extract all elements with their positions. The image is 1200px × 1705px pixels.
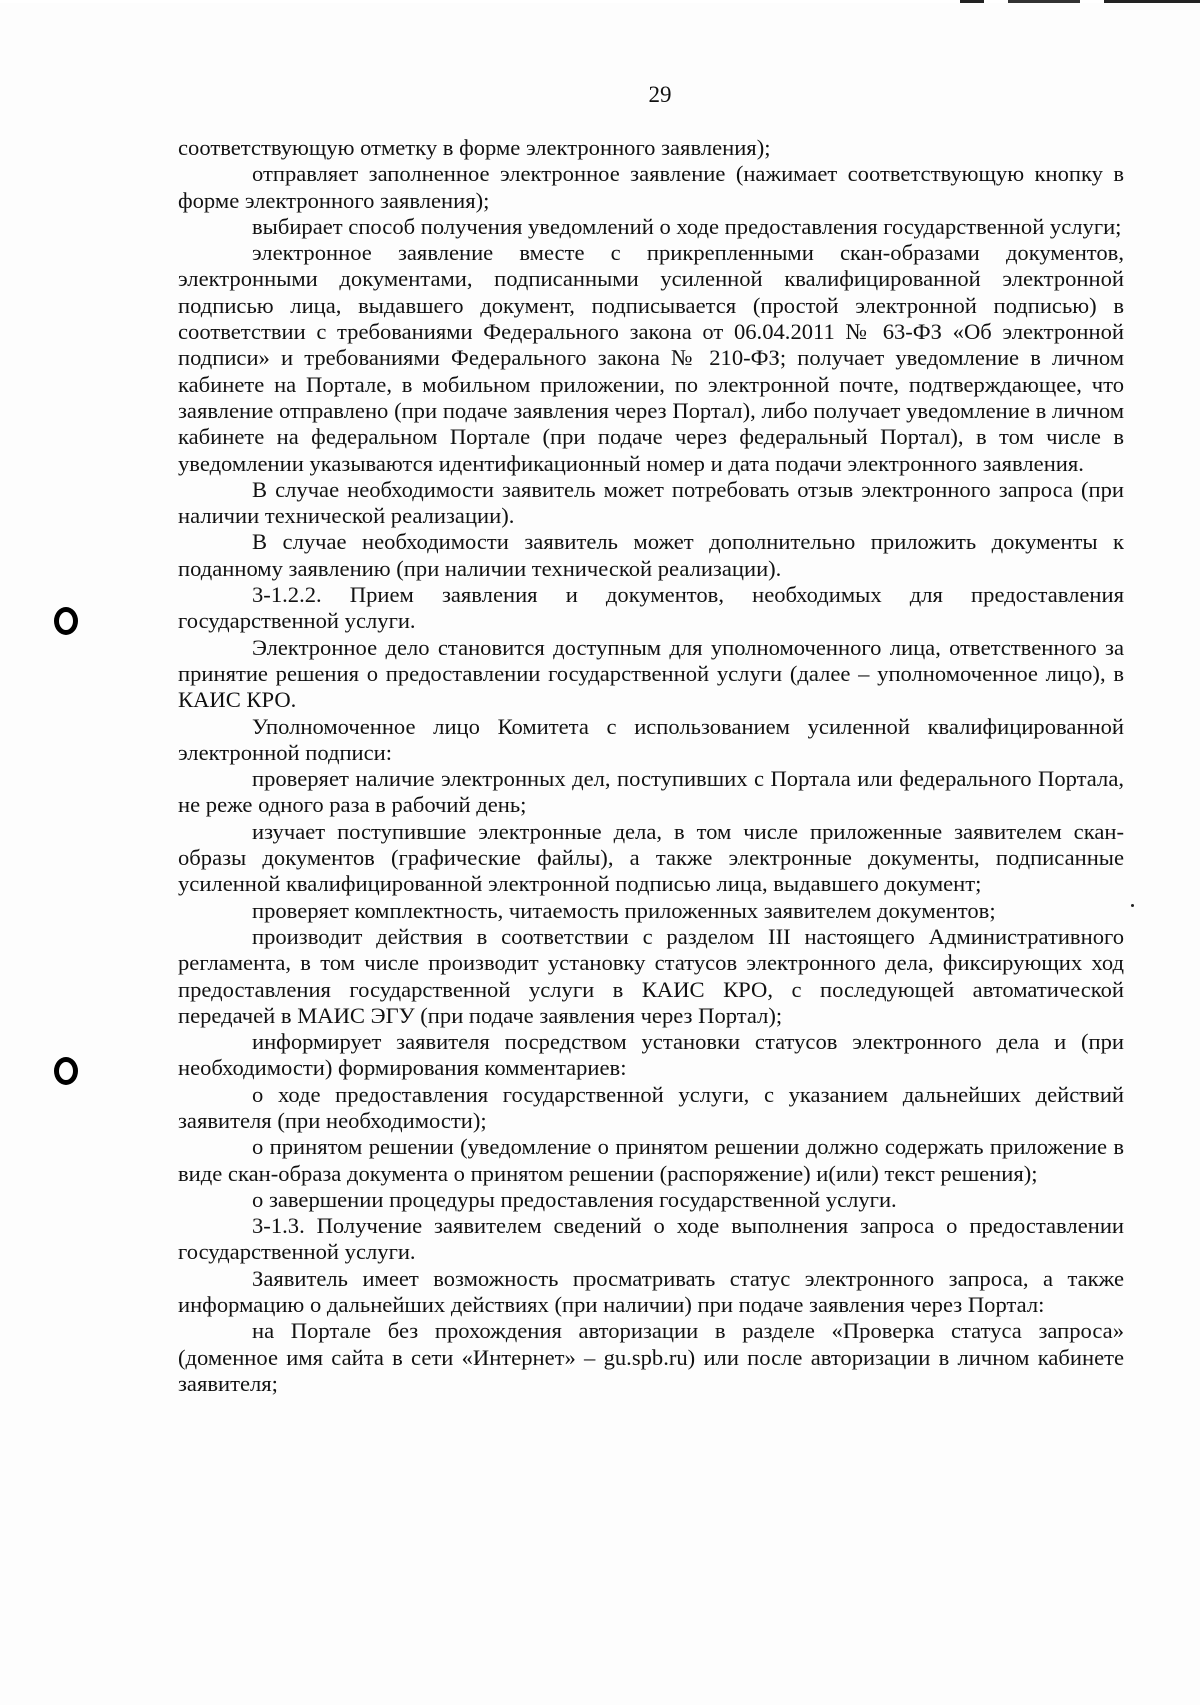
paragraph: В случае необходимости заявитель может потребовать отзыв электронного запроса (при наличии технической реализации). [178,476,1124,529]
paragraph: Заявитель имеет возможность просматривать статус электронного запроса, а также информацию о дальнейших действиях (при наличии) при подаче заявления через Портал: [178,1265,1124,1318]
page-number: 29 [648,82,672,107]
paragraph: Уполномоченное лицо Комитета с использованием усиленной квалифицированной электронной подписи: [178,713,1124,765]
paragraph: электронное заявление вместе с прикрепленными скан-образами документов, электронными документами, подписанными усиленной квалифицированной электронной подписью лица, выдавшего документ, подписывается (простой электронной подписью) в соответствии с требованиями Федерального закона от 06.04.2011 № 63-ФЗ «Об электронной подписи» и требованиями Федерального закона № 210-ФЗ; получает уведомление в личном кабинете на Портале, в мобильном приложении, по электронной почте, подтверждающее, что заявление отправлено (при подаче заявления через Портал), либо получает уведомление в личном кабинете на федеральном Портале (при подаче через федеральный Портал), в том числе в уведомлении указываются идентификационный номер и дата подачи электронного заявления. [178,240,1124,476]
paragraph: производит действия в соответствии с разделом III настоящего Административного регламента, в том числе производит установку статусов электронного дела, фиксирующих ход предоставления государственной услуги в КАИС КРО, с последующей автоматической передачей в МАИС ЭГУ (при подаче заявления через Портал); [178,923,1124,1028]
paragraph: выбирает способ получения уведомлений о ходе предоставления государственной услуги; [252,213,1122,239]
paragraph: на Портале без прохождения авторизации в разделе «Проверка статуса запроса» (доменное имя сайта в сети «Интернет» – gu.spb.ru) или после авторизации в личном кабинете заявителя; [178,1318,1124,1396]
scan-artifact [1131,904,1134,907]
paragraph: проверяет наличие электронных дел, поступивших с Портала или федерального Портала, не реже одного раза в рабочий день; [178,766,1124,818]
paragraph: Электронное дело становится доступным для уполномоченного лица, ответственного за принятие решения о предоставлении государственной услуги (далее – уполномоченное лицо), в КАИС КРО. [178,634,1124,713]
paragraph: информирует заявителя посредством установки статусов электронного дела и (при необходимости) формирования комментариев: [178,1029,1124,1081]
paragraph: В случае необходимости заявитель может дополнительно приложить документы к поданному заявлению (при наличии технической реализации). [178,529,1124,581]
section-heading: 3-1.2.2. Прием заявления и документов, необходимых для предоставления государственной услуги. [178,582,1124,634]
punch-hole-icon [54,607,78,635]
paragraph: отправляет заполненное электронное заявление (нажимает соответствующую кнопку в форме электронного заявления); [178,161,1124,213]
paragraph: о завершении процедуры предоставления государственной услуги. [252,1186,897,1212]
section-heading: 3-1.3. Получение заявителем сведений о ходе выполнения запроса о предоставлении государственной услуги. [178,1213,1124,1265]
paragraph: проверяет комплектность, читаемость приложенных заявителем документов; [252,897,996,923]
scan-top-edge [0,0,1200,3]
paragraph: соответствующую отметку в форме электронного заявления); [178,135,771,160]
paragraph: о ходе предоставления государственной услуги, с указанием дальнейших действий заявителя (при необходимости); [178,1081,1124,1133]
punch-hole-icon [54,1057,78,1085]
paragraph: изучает поступившие электронные дела, в том числе приложенные заявителем скан-образы документов (графические файлы), а также электронные документы, подписанные усиленной квалифицированной электронной подписью лица, выдавшего документ; [178,818,1124,897]
paragraph: о принятом решении (уведомление о принятом решении должно содержать приложение в виде скан-образа документа о принятом решении (распоряжение) и(или) текст решения); [178,1134,1124,1186]
document-body [178,135,1124,1397]
